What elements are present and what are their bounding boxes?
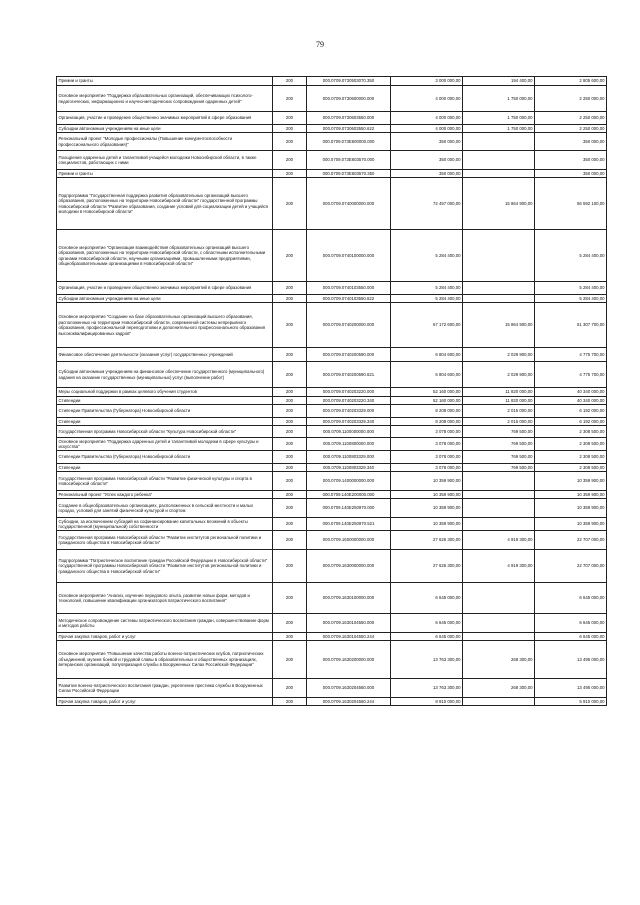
row-amount-approved-cell: 6 804 600,00 — [391, 348, 463, 362]
row-kbk-cell: 000.0709.1630000000.000 — [307, 550, 391, 583]
row-amount-approved-cell: 350 000,00 — [391, 170, 463, 178]
row-amount-executed-cell: 1 750 000,00 — [463, 125, 535, 133]
row-amount-executed-cell: 15 864 900,00 — [463, 303, 535, 348]
row-name-cell: Стипендии Правительства (Губернатора) Новосибирской области — [57, 405, 273, 418]
budget-table-body — [57, 77, 607, 706]
row-name-cell: Поощрение одаренных детей и талантливой учащейся молодежи Новосибирской области, в также специалистов, работающих с ними — [57, 151, 273, 170]
table-row — [57, 464, 607, 472]
row-amount-remaining-cell: 56 592 100,00 — [535, 178, 607, 230]
row-amount-executed-cell: 769 500,00 — [463, 464, 535, 472]
row-kbk-cell: 000.0709.0730503070.350 — [307, 77, 391, 86]
row-amount-approved-cell: 3 078 000,00 — [391, 464, 463, 472]
row-name-cell: Стипендии — [57, 397, 273, 405]
row-amount-remaining-cell: 5 284 400,00 — [535, 282, 607, 295]
row-amount-executed-cell — [463, 698, 535, 706]
row-kbk-cell: 000.0709.1630204560.000 — [307, 679, 391, 698]
row-code-cell: 200 — [273, 151, 307, 170]
row-kbk-cell: 000.0709.0730603550.000 — [307, 112, 391, 125]
table-row — [57, 451, 607, 464]
row-amount-remaining-cell: 10 359 900,00 — [535, 472, 607, 491]
row-code-cell: 200 — [273, 583, 307, 614]
table-row — [57, 282, 607, 295]
table-row — [57, 397, 607, 405]
row-amount-executed-cell: 4 919 300,00 — [463, 531, 535, 550]
row-code-cell: 200 — [273, 633, 307, 641]
row-amount-executed-cell: 268 300,00 — [463, 641, 535, 679]
row-kbk-cell: 000.0709.0740200590.621 — [307, 362, 391, 388]
row-amount-approved-cell: 6 645 000,00 — [391, 583, 463, 614]
row-amount-executed-cell — [463, 491, 535, 499]
row-name-cell: Премии и гранты — [57, 170, 273, 178]
row-amount-remaining-cell: 5 284 400,00 — [535, 295, 607, 303]
table-row — [57, 388, 607, 397]
row-kbk-cell: 000.0709.073Е600000.000 — [307, 133, 391, 151]
row-amount-remaining-cell: 4 775 700,00 — [535, 348, 607, 362]
table-row — [57, 112, 607, 125]
row-code-cell: 200 — [273, 170, 307, 178]
row-amount-remaining-cell: 2 308 500,00 — [535, 464, 607, 472]
row-name-cell: Организация, участие и проведение общественно значимых мероприятий в сфере образования — [57, 112, 273, 125]
row-name-cell: Подпрограмма "Государственная поддержка развития образовательных организаций высшего образования, расположенных на территории Новосибирской области" государственной программы Новосибирской области "Развитие образования, создание условий для социализации детей и учащейся молодежи в Новосибирской области" — [57, 178, 273, 230]
row-code-cell: 200 — [273, 550, 307, 583]
row-amount-approved-cell: 10 359 900,00 — [391, 491, 463, 499]
row-name-cell: Меры социальной поддержки в рамках целевого обучения студентов — [57, 388, 273, 397]
table-row — [57, 405, 607, 418]
row-kbk-cell: 000.0709.0740103550.622 — [307, 295, 391, 303]
row-amount-executed-cell: 4 919 300,00 — [463, 550, 535, 583]
row-name-cell: Региональный проект "Молодые профессионалы (Повышение конкурентоспособности профессионального образования)" — [57, 133, 273, 151]
row-amount-executed-cell — [463, 151, 535, 170]
row-kbk-cell: 000.0709.0740103550.000 — [307, 282, 391, 295]
row-kbk-cell: 000.0709.073Е603570.350 — [307, 170, 391, 178]
row-amount-executed-cell: 769 500,00 — [463, 451, 535, 464]
row-amount-executed-cell: 2 029 900,00 — [463, 348, 535, 362]
row-code-cell: 200 — [273, 388, 307, 397]
row-kbk-cell: 000.0709.140Е200000.000 — [307, 491, 391, 499]
row-amount-remaining-cell: 10 359 900,00 — [535, 491, 607, 499]
row-name-cell: Региональный проект "Успех каждого ребенка" — [57, 491, 273, 499]
row-amount-executed-cell — [463, 133, 535, 151]
table-row — [57, 491, 607, 499]
row-amount-executed-cell — [463, 499, 535, 518]
row-name-cell: Основное мероприятие "Анализ, изучение передового опыта, развитие новых форм, методов и технологий, повышение квалификации организаторов патриотического воспитания" — [57, 583, 273, 614]
row-name-cell: Основное мероприятие "Создание на базе образовательных организаций высшего образования, расположенных на территории Новосибирской области, современной системы непрерывного образования, профессиональной переподготовки и дополнительного профессионального образования высококвалифицированных кадров" — [57, 303, 273, 348]
row-name-cell: Финансовое обеспечение деятельности (оказания услуг) государственных учреждений — [57, 348, 273, 362]
row-name-cell: Прочая закупка товаров, работ и услуг — [57, 633, 273, 641]
table-row — [57, 633, 607, 641]
table-row — [57, 303, 607, 348]
row-amount-executed-cell — [463, 583, 535, 614]
row-amount-remaining-cell: 6 192 000,00 — [535, 418, 607, 426]
row-name-cell: Основное мероприятие "Поддержка одаренных детей и талантливой молодежи в сфере культуры и искусства" — [57, 438, 273, 451]
row-amount-executed-cell: 15 864 900,00 — [463, 178, 535, 230]
row-name-cell: Стипендии Правительства (Губернатора) Новосибирской области — [57, 451, 273, 464]
row-name-cell: Развитие военно-патриотического воспитания граждан, укрепление престижа службы в Вооруженных Силах Российской Федерации — [57, 679, 273, 698]
row-code-cell: 200 — [273, 679, 307, 698]
row-code-cell: 200 — [273, 451, 307, 464]
row-amount-remaining-cell: 13 495 000,00 — [535, 641, 607, 679]
table-row — [57, 295, 607, 303]
row-name-cell: Основное мероприятие "Поддержка образовательных организаций, обеспечивающих психолого-педагогических, информационно и научно-методических сопровождения одаренных детей" — [57, 86, 273, 112]
table-row — [57, 472, 607, 491]
row-amount-executed-cell — [463, 614, 535, 633]
row-amount-approved-cell: 6 804 600,00 — [391, 362, 463, 388]
row-amount-executed-cell: 268 300,00 — [463, 679, 535, 698]
row-name-cell: Государственная программа Новосибирской области "Развитие физической культуры и спорта в Новосибирской области" — [57, 472, 273, 491]
row-amount-approved-cell: 350 000,00 — [391, 151, 463, 170]
row-amount-executed-cell: 1 750 000,00 — [463, 86, 535, 112]
row-kbk-cell: 000.0709.0740000000.000 — [307, 178, 391, 230]
table-row — [57, 518, 607, 531]
row-amount-approved-cell: 8 910 000,00 — [391, 698, 463, 706]
row-amount-approved-cell: 5 284 400,00 — [391, 295, 463, 303]
table-row — [57, 170, 607, 178]
row-name-cell: Подпрограмма "Патриотическое воспитание граждан Российской Федерации в Новосибирской области" государственной программы Новосибирской области "Развитие институтов региональной политики и гражданского общества в Новосибирской области" — [57, 550, 273, 583]
row-code-cell: 200 — [273, 295, 307, 303]
row-kbk-cell: 000.0709.0740200590.000 — [307, 348, 391, 362]
row-amount-executed-cell: 11 820 000,00 — [463, 397, 535, 405]
row-amount-executed-cell: 1 750 000,00 — [463, 112, 535, 125]
table-row — [57, 426, 607, 438]
row-amount-approved-cell: 5 284 400,00 — [391, 282, 463, 295]
row-amount-remaining-cell: 51 307 700,00 — [535, 303, 607, 348]
row-code-cell: 200 — [273, 426, 307, 438]
row-kbk-cell: 000.0709.0740200000.000 — [307, 303, 391, 348]
row-code-cell: 200 — [273, 641, 307, 679]
table-row — [57, 133, 607, 151]
row-name-cell: Государственная программа Новосибирской области "Развитие институтов региональной политики и гражданского общества в Новосибирской области" — [57, 531, 273, 550]
row-name-cell: Стипендии — [57, 418, 273, 426]
row-kbk-cell: 000.0709.140Е250970.000 — [307, 499, 391, 518]
table-row — [57, 499, 607, 518]
table-row — [57, 531, 607, 550]
row-code-cell: 200 — [273, 303, 307, 348]
row-code-cell: 200 — [273, 614, 307, 633]
row-amount-remaining-cell: 22 707 000,00 — [535, 550, 607, 583]
row-amount-approved-cell: 3 078 000,00 — [391, 451, 463, 464]
row-amount-remaining-cell: 40 340 000,00 — [535, 397, 607, 405]
row-amount-approved-cell: 10 359 900,00 — [391, 518, 463, 531]
row-amount-approved-cell: 3 000 000,00 — [391, 77, 463, 86]
row-name-cell: Субсидии автономным учреждениям на иные цели — [57, 295, 273, 303]
row-amount-executed-cell — [463, 295, 535, 303]
row-kbk-cell: 000.0709.1630204560.244 — [307, 698, 391, 706]
row-code-cell: 200 — [273, 438, 307, 451]
row-amount-remaining-cell: 2 308 500,00 — [535, 438, 607, 451]
row-code-cell: 200 — [273, 112, 307, 125]
table-row — [57, 125, 607, 133]
row-amount-executed-cell: 2 015 000,00 — [463, 405, 535, 418]
row-amount-executed-cell — [463, 633, 535, 641]
row-code-cell: 200 — [273, 77, 307, 86]
row-kbk-cell: 000.0709.1630100000.000 — [307, 583, 391, 614]
row-amount-executed-cell: 2 015 000,00 — [463, 418, 535, 426]
row-kbk-cell: 000.0709.1630104550.244 — [307, 633, 391, 641]
row-amount-remaining-cell: 2 250 000,00 — [535, 112, 607, 125]
row-kbk-cell: 000.0709.1630200000.000 — [307, 641, 391, 679]
row-code-cell: 200 — [273, 133, 307, 151]
row-amount-approved-cell: 10 359 900,00 — [391, 499, 463, 518]
table-row — [57, 438, 607, 451]
row-amount-executed-cell — [463, 230, 535, 282]
row-name-cell: Методическое сопровождение системы патриотического воспитания граждан, совершенствование форм и методов работы — [57, 614, 273, 633]
row-code-cell: 200 — [273, 491, 307, 499]
row-amount-remaining-cell: 6 645 000,00 — [535, 633, 607, 641]
row-name-cell: Стипендии — [57, 464, 273, 472]
row-code-cell: 200 — [273, 125, 307, 133]
row-amount-remaining-cell: 2 308 500,00 — [535, 451, 607, 464]
row-kbk-cell: 000.0709.1100800000.000 — [307, 438, 391, 451]
row-amount-approved-cell: 67 172 600,00 — [391, 303, 463, 348]
row-name-cell: Организация, участие и проведение общественно значимых мероприятий в сфере образования — [57, 282, 273, 295]
table-row — [57, 151, 607, 170]
table-row — [57, 698, 607, 706]
row-name-cell: Премии и гранты — [57, 77, 273, 86]
row-code-cell: 200 — [273, 531, 307, 550]
row-code-cell: 200 — [273, 178, 307, 230]
row-amount-approved-cell: 52 160 000,00 — [391, 388, 463, 397]
row-amount-remaining-cell: 350 000,00 — [535, 151, 607, 170]
page-number: 79 — [316, 40, 324, 49]
row-code-cell: 200 — [273, 282, 307, 295]
row-amount-approved-cell: 72 457 000,00 — [391, 178, 463, 230]
row-kbk-cell: 000.0709.0740100000.000 — [307, 230, 391, 282]
row-kbk-cell: 000.0709.0740203220.340 — [307, 397, 391, 405]
row-amount-approved-cell: 6 645 000,00 — [391, 633, 463, 641]
row-amount-approved-cell: 5 284 400,00 — [391, 230, 463, 282]
table-row — [57, 614, 607, 633]
row-name-cell: Прочая закупка товаров, работ и услуг — [57, 698, 273, 706]
row-kbk-cell: 000.0709.0730600000.000 — [307, 86, 391, 112]
row-kbk-cell: 000.0709.1100803329.340 — [307, 464, 391, 472]
row-amount-remaining-cell: 350 000,00 — [535, 133, 607, 151]
row-amount-approved-cell: 3 078 000,00 — [391, 426, 463, 438]
row-code-cell: 200 — [273, 418, 307, 426]
table-row — [57, 550, 607, 583]
row-amount-approved-cell: 8 208 000,00 — [391, 405, 463, 418]
row-name-cell: Создание в общеобразовательных организациях, расположенных в сельской местности и малых городах, условий для занятий физической культурой и спортом — [57, 499, 273, 518]
row-amount-approved-cell: 4 000 000,00 — [391, 86, 463, 112]
table-row — [57, 583, 607, 614]
row-kbk-cell: 000.0709.0740203329.000 — [307, 405, 391, 418]
row-amount-approved-cell: 27 626 300,00 — [391, 550, 463, 583]
table-row — [57, 679, 607, 698]
row-kbk-cell: 000.0709.1630104550.000 — [307, 614, 391, 633]
row-code-cell: 200 — [273, 464, 307, 472]
table-row — [57, 178, 607, 230]
row-amount-remaining-cell: 5 284 400,00 — [535, 230, 607, 282]
row-amount-approved-cell: 3 078 000,00 — [391, 438, 463, 451]
row-amount-remaining-cell: 2 308 500,00 — [535, 426, 607, 438]
row-amount-executed-cell — [463, 472, 535, 491]
row-code-cell: 200 — [273, 362, 307, 388]
row-kbk-cell: 000.0709.0740203329.340 — [307, 418, 391, 426]
row-name-cell: Субсидии автономным учреждениям на финансовое обеспечение государственного (муниципального) задания на оказание государственных (муниципальных) услуг (выполнение работ) — [57, 362, 273, 388]
row-amount-approved-cell: 10 359 900,00 — [391, 472, 463, 491]
row-kbk-cell: 000.0709.140Е250970.521 — [307, 518, 391, 531]
table-row — [57, 86, 607, 112]
row-amount-remaining-cell: 2 805 600,00 — [535, 77, 607, 86]
row-amount-approved-cell: 4 000 000,00 — [391, 112, 463, 125]
row-amount-executed-cell — [463, 170, 535, 178]
row-code-cell: 200 — [273, 698, 307, 706]
row-kbk-cell: 000.0709.1100803329.000 — [307, 451, 391, 464]
row-name-cell: Государственная программа Новосибирской области "Культура Новосибирской области" — [57, 426, 273, 438]
row-kbk-cell: 000.0709.1100000000.000 — [307, 426, 391, 438]
row-name-cell: Основное мероприятие "Организация взаимодействия образовательных организаций высшего образования, расположенных на территории Новосибирской области, с областными исполнительными органами Новосибирской области, научными организациями, промышленными предприятиями, общеобразовательными организациями в Новосибирской области" — [57, 230, 273, 282]
table-row — [57, 641, 607, 679]
row-code-cell: 200 — [273, 348, 307, 362]
row-name-cell: Основное мероприятие "Повышение качества работы военно-патриотических клубов, патриотических объединений, музеев боевой и трудовой славы в образовательных и общественных организациях, ветеранских организаций, популяризация службы в Вооруженных Силах Российской Федерации" — [57, 641, 273, 679]
row-amount-approved-cell: 52 160 000,00 — [391, 397, 463, 405]
row-amount-executed-cell: 11 820 000,00 — [463, 388, 535, 397]
row-amount-executed-cell: 769 500,00 — [463, 426, 535, 438]
table-row — [57, 230, 607, 282]
row-kbk-cell: 000.0709.0730603550.622 — [307, 125, 391, 133]
row-amount-approved-cell: 27 626 300,00 — [391, 531, 463, 550]
row-name-cell: Субсидии автономным учреждениям на иные цели — [57, 125, 273, 133]
budget-table — [56, 76, 607, 706]
row-amount-remaining-cell: 2 250 000,00 — [535, 86, 607, 112]
table-row — [57, 77, 607, 86]
row-amount-executed-cell: 194 400,00 — [463, 77, 535, 86]
row-amount-remaining-cell: 40 340 000,00 — [535, 388, 607, 397]
row-amount-approved-cell: 13 763 300,00 — [391, 641, 463, 679]
row-code-cell: 200 — [273, 472, 307, 491]
row-amount-remaining-cell: 4 775 700,00 — [535, 362, 607, 388]
row-amount-remaining-cell: 5 910 000,00 — [535, 698, 607, 706]
row-amount-executed-cell — [463, 282, 535, 295]
row-amount-remaining-cell: 10 359 900,00 — [535, 499, 607, 518]
row-code-cell: 200 — [273, 499, 307, 518]
row-code-cell: 200 — [273, 397, 307, 405]
row-amount-remaining-cell: 13 495 000,00 — [535, 679, 607, 698]
row-code-cell: 200 — [273, 405, 307, 418]
row-code-cell: 200 — [273, 230, 307, 282]
row-name-cell: Субсидии, за исключением субсидий на софинансирование капитальных вложений в объекты государственной (муниципальной) собственности — [57, 518, 273, 531]
row-amount-remaining-cell: 2 250 000,00 — [535, 125, 607, 133]
row-amount-approved-cell: 4 000 000,00 — [391, 125, 463, 133]
table-row — [57, 418, 607, 426]
row-kbk-cell: 000.0709.1600000000.000 — [307, 531, 391, 550]
row-kbk-cell: 000.0709.073Е603570.000 — [307, 151, 391, 170]
row-amount-approved-cell: 350 000,00 — [391, 133, 463, 151]
row-amount-remaining-cell: 6 192 000,00 — [535, 405, 607, 418]
row-amount-approved-cell: 13 763 300,00 — [391, 679, 463, 698]
row-amount-remaining-cell: 350 000,00 — [535, 170, 607, 178]
row-amount-executed-cell: 769 500,00 — [463, 438, 535, 451]
row-amount-executed-cell: 2 029 900,00 — [463, 362, 535, 388]
table-row — [57, 348, 607, 362]
row-amount-executed-cell — [463, 518, 535, 531]
row-amount-remaining-cell: 22 707 000,00 — [535, 531, 607, 550]
row-amount-approved-cell: 8 208 000,00 — [391, 418, 463, 426]
row-code-cell: 200 — [273, 518, 307, 531]
row-kbk-cell: 000.0709.0740203220.000 — [307, 388, 391, 397]
row-amount-approved-cell: 6 645 000,00 — [391, 614, 463, 633]
row-code-cell: 200 — [273, 86, 307, 112]
row-amount-remaining-cell: 10 359 900,00 — [535, 518, 607, 531]
row-amount-remaining-cell: 6 645 000,00 — [535, 583, 607, 614]
table-row — [57, 362, 607, 388]
row-amount-remaining-cell: 6 645 000,00 — [535, 614, 607, 633]
row-kbk-cell: 000.0709.1400000000.000 — [307, 472, 391, 491]
